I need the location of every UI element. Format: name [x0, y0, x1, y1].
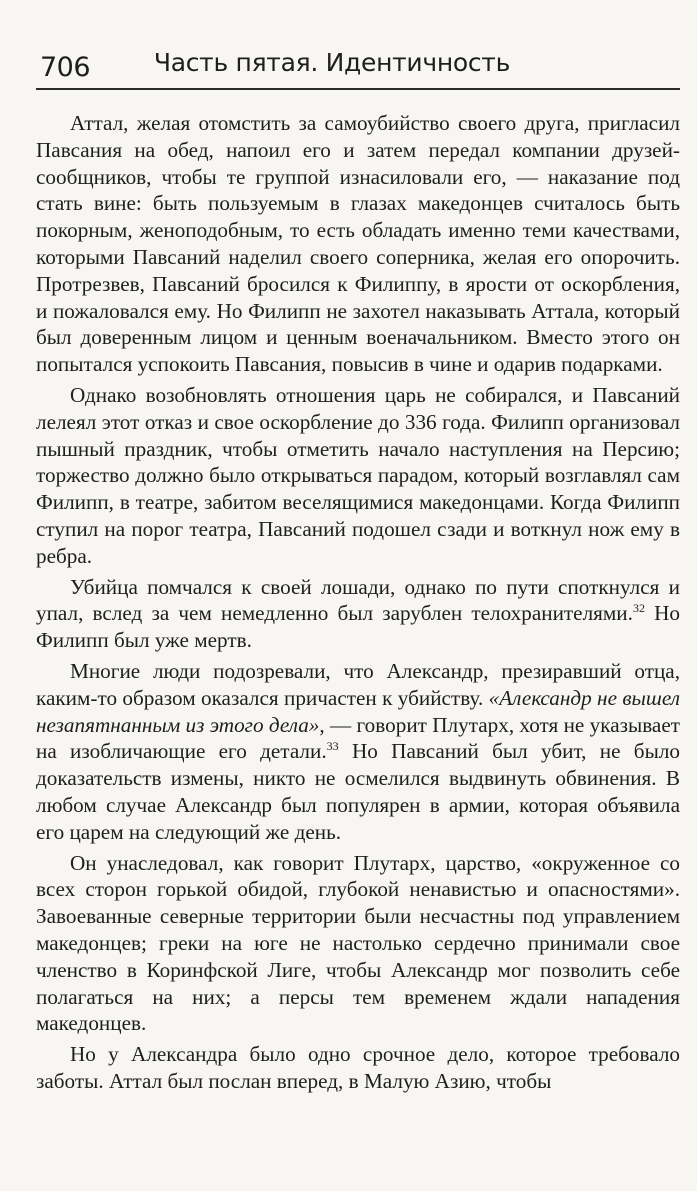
- plutarch-quote: «Александр не вышел незапятнанным из этого дела»: [36, 685, 680, 737]
- footnote-ref-32: 32: [632, 601, 645, 616]
- page-number: 706: [40, 52, 91, 83]
- paragraph-4-text-end: Но Павсаний был убит, не было доказательств измены, никто не осмелился выдвинуть обвинения. В любом случае Александр был популярен в армии, которая объявила его царем на следующий же день.: [36, 739, 680, 844]
- paragraph-4-text: Многие люди подозревали, что Александр, презиравший отца, каким-то образом оказался причастен к убийству.: [36, 658, 680, 710]
- paragraph-3: [36, 574, 680, 654]
- paragraph-2: Однако возобновлять отношения царь не собирался, и Павсаний лелеял этот отказ и свое оскорбление до 336 года. Филипп организовал пышный праздник, чтобы отметить начало наступления на Персию; торжество должно было открываться парадом, который возглавлял сам Филипп, в театре, забитом веселящимися македонцами. Когда Филипп ступил на порог театра, Павсаний подошел сзади и воткнул нож ему в ребра.: [36, 382, 680, 568]
- paragraph-5: Он унаследовал, как говорит Плутарх, царство, «окруженное со всех сторон горькой обидой, глубокой ненавистью и опасностями». Завоеванные северные территории были несчастны под управлением македонцев; греки на юге не настолько сердечно принимали свое членство в Коринфской Лиге, чтобы Александр мог позволить себе полагаться на них; а персы тем временем ждали нападения македонцев.: [36, 850, 680, 1036]
- body-text: [36, 110, 680, 1099]
- page-header: [36, 44, 680, 90]
- paragraph-4: [36, 658, 680, 846]
- paragraph-3-text-end: Но Филипп был уже мертв.: [36, 601, 680, 653]
- paragraph-4-text-middle: , — говорит Плутарх, хотя не указывает на изобличающие его детали.: [36, 712, 680, 764]
- paragraph-1: Аттал, желая отомстить за самоубийство своего друга, пригласил Павсания на обед, напоил его и затем передал компании друзей-сообщников, чтобы те группой изнасиловали его, — наказание под стать вине: быть пользуемым в глазах македонцев считалось быть покорным, женоподобным, то есть обладать именно теми качествами, которыми Павсаний наделил своего соперника, желая его опорочить. Протрезвев, Павсаний бросился к Филиппу, в ярости от оскорбления, и пожаловался ему. Но Филипп не захотел наказывать Аттала, который был доверенным лицом и ценным военачальником. Вместо этого он попытался успокоить Павсания, повысив в чине и одарив подарками.: [36, 111, 680, 377]
- paragraph-3-text: Убийца помчался к своей лошади, однако по пути споткнулся и упал, вслед за чем немедленно был зарублен телохранителями.: [36, 574, 680, 626]
- footnote-ref-33: 33: [326, 739, 339, 754]
- running-title: Часть пятая. Идентичность: [153, 48, 510, 77]
- paragraph-6: Но у Александра было одно срочное дело, которое требовало заботы. Аттал был послан вперед, в Малую Азию, чтобы: [36, 1042, 680, 1093]
